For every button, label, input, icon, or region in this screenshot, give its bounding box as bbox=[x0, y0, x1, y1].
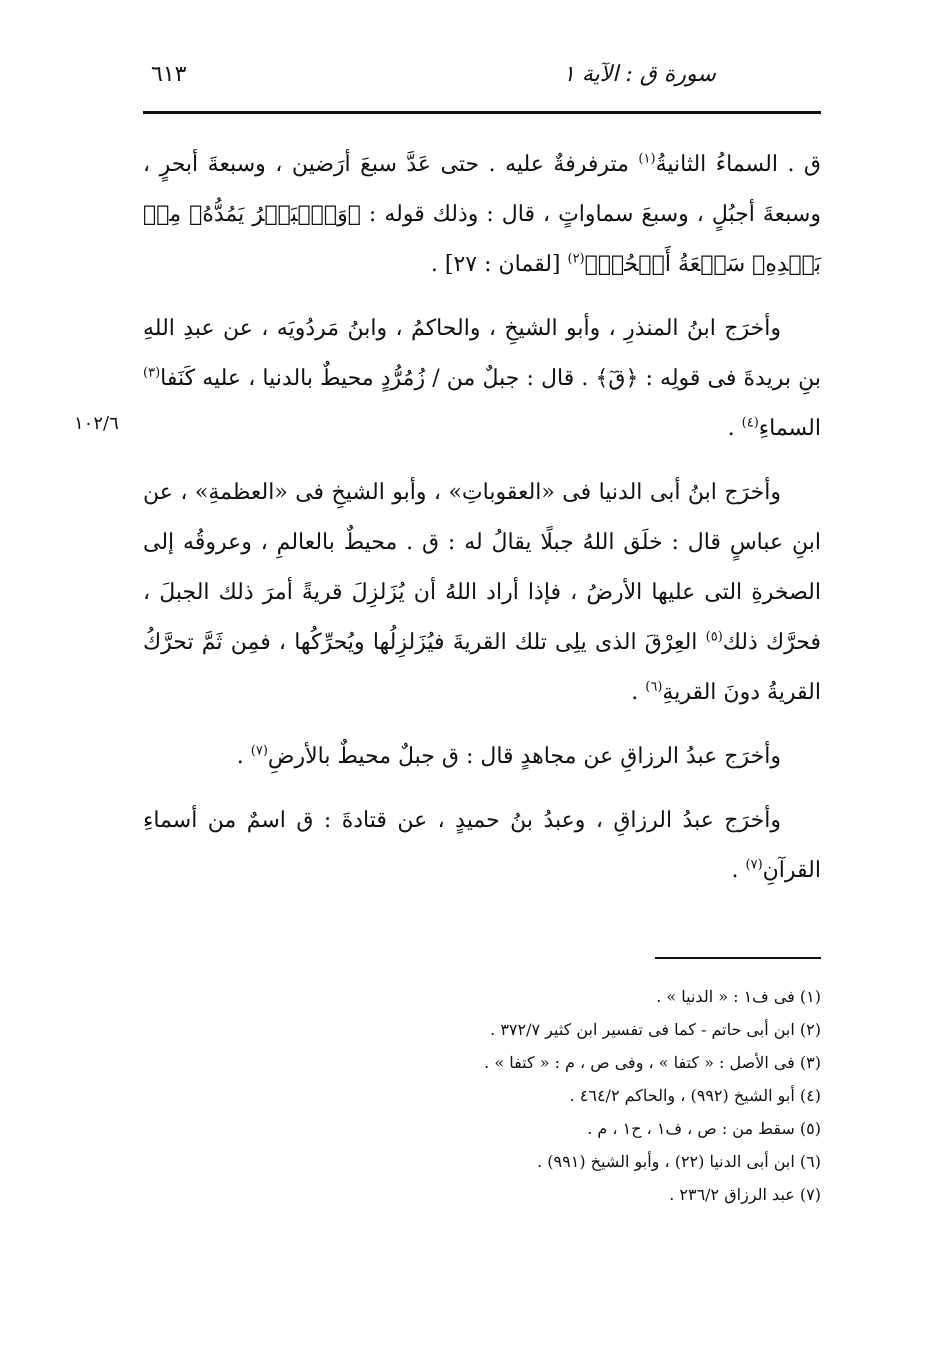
footnote-rule bbox=[655, 957, 821, 959]
paragraph-4 bbox=[143, 732, 821, 782]
paragraph-text: . bbox=[236, 744, 251, 769]
footnote-ref: (٧) bbox=[745, 857, 763, 873]
header-title: سورة ق : الآية ١ bbox=[563, 62, 716, 87]
main-text bbox=[143, 140, 821, 910]
header-rule bbox=[143, 111, 821, 114]
footnote-ref: (١) bbox=[638, 151, 656, 167]
paragraph-5 bbox=[143, 796, 821, 896]
running-header bbox=[143, 62, 821, 102]
footnote-item: (٥) سقط من : ص ، ف١ ، ح١ ، م . bbox=[587, 1119, 821, 1138]
paragraph-text: . bbox=[731, 858, 746, 883]
paragraph-text: وأخرَج عبدُ الرزاقِ عن مجاهدٍ قال : ق جبلٌ محيطٌ بالأرضِ bbox=[267, 744, 781, 769]
paragraph-text: وأخرَج ابنُ أبى الدنيا فى «العقوباتِ» ، وأبو الشيخِ فى «العظمةِ» ، عن ابنِ عباسٍ قال : خلَق اللهُ جبلًا يقالُ له : ق . محيطٌ بالعالمِ ، وعروقُه إلى الصخرةِ التى عليها الأرضُ ، فإذا أراد اللهُ أن يُزَلزِلَ قريةً أمرَ ذلك الجبلَ ، فحرَّك ذلك bbox=[143, 480, 821, 655]
footnote-ref: (٦) bbox=[645, 679, 663, 695]
paragraph-1 bbox=[143, 140, 821, 290]
footnotes bbox=[143, 980, 821, 1211]
paragraph-text: . bbox=[631, 680, 646, 705]
footnote-ref: (٢) bbox=[567, 251, 585, 267]
footnote-ref: (٣) bbox=[143, 365, 161, 381]
footnote-item: (٢) ابن أبى حاتم - كما فى تفسير ابن كثير ٣٧٢/٧ . bbox=[490, 1020, 821, 1039]
footnote-item: (٤) أبو الشيخ (٩٩٢) ، والحاكم ٤٦٤/٢ . bbox=[569, 1086, 821, 1105]
paragraph-text: . bbox=[727, 416, 742, 441]
paragraph-2 bbox=[143, 304, 821, 454]
footnote-item: (٧) عبد الرزاق ٢٣٦/٢ . bbox=[669, 1185, 821, 1204]
paragraph-text: وأخرَج ابنُ المنذرِ ، وأبو الشيخِ ، والحاكمُ ، وابنُ مَردُويَه ، عن عبدِ اللهِ بنِ بريدةَ فى قولِه : ﴿قٓ﴾ . قال : جبلٌ من / زُمُرُّدٍ محيطٌ بالدنيا ، عليه كَنَفا bbox=[143, 316, 821, 391]
footnote-item: (٦) ابن أبى الدنيا (٢٢) ، وأبو الشيخ (٩٩١) . bbox=[537, 1152, 821, 1171]
footnote-item: (٣) فى الأصل : « كتفا » ، وفى ص ، م : « كتفا » . bbox=[484, 1053, 821, 1072]
paragraph-text: العِرْقَ الذى يلِى تلك القريةَ فيُزَلزِلُها ويُحرِّكُها ، فمِن ثَمَّ تحرَّكُ القريةُ دونَ القريةِ bbox=[143, 630, 821, 705]
paragraph-text: [لقمان : ٢٧] . bbox=[430, 252, 568, 277]
footnote-ref: (٤) bbox=[741, 415, 759, 431]
paragraph-text: السماءِ bbox=[758, 416, 821, 441]
footnote-ref: (٥) bbox=[705, 629, 723, 645]
paragraph-text: مترفرفةٌ عليه . حتى عَدَّ سبعَ أرَضين ، وسبعةَ أبحرٍ ، وسبعةَ أجبُلٍ ، وسبعَ سماواتٍ ، قال : وذلك قوله : ﴿وَٱلۡبَحۡرُ يَمُدُّهُۥ مِنۢ بَعۡدِهِۦ سَبۡعَةُ أَبۡحُرٖ﴾ bbox=[143, 152, 821, 277]
paragraph-text: وأخرَج عبدُ الرزاقِ ، وعبدُ بنُ حميدٍ ، عن قتادةَ : ق اسمٌ من أسماءِ القرآنِ bbox=[143, 808, 821, 883]
page-number: ٦١٣ bbox=[151, 62, 187, 87]
paragraph-text: ق . السماءُ الثانيةُ bbox=[655, 152, 821, 177]
footnote-item: (١) فى ف١ : « الدنيا » . bbox=[656, 987, 821, 1006]
margin-note: ١٠٢/٦ bbox=[74, 413, 119, 434]
footnote-ref: (٧) bbox=[250, 743, 268, 759]
paragraph-3 bbox=[143, 468, 821, 718]
